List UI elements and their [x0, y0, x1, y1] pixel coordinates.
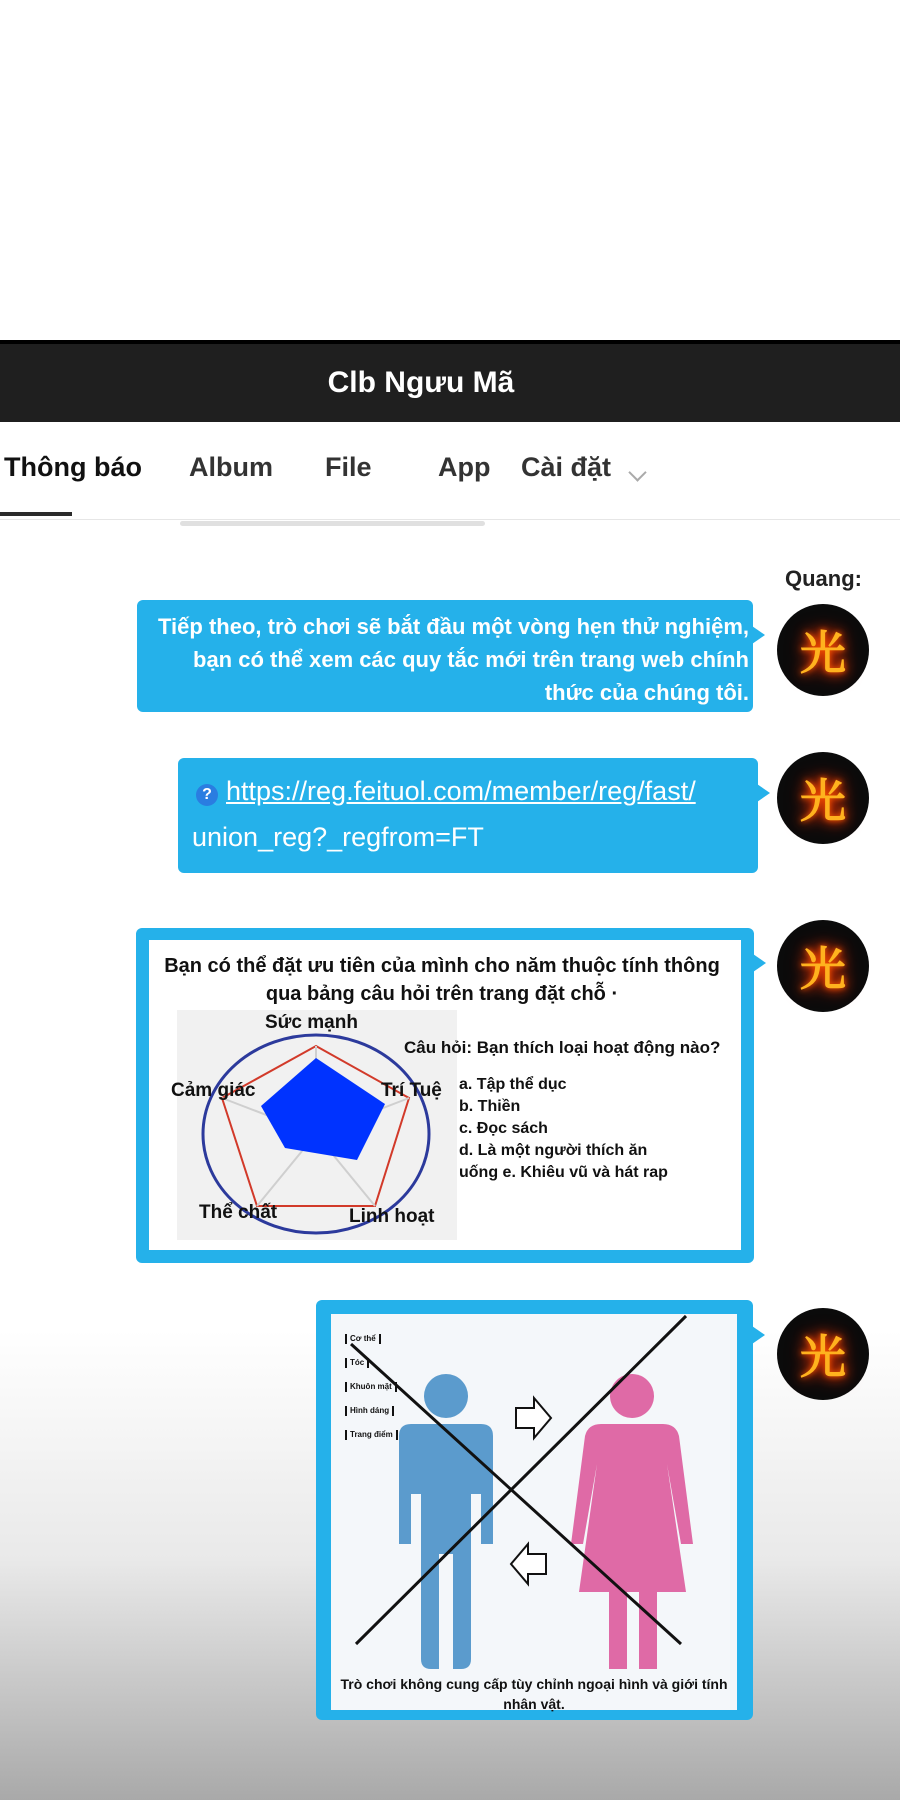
- scroll-indicator: [180, 521, 485, 526]
- gender-image: [331, 1314, 737, 1710]
- bubble-tail: [757, 784, 770, 802]
- active-tab-indicator: [0, 512, 72, 516]
- bubble-tail: [752, 1326, 765, 1344]
- registration-link-continued[interactable]: union_reg?_regfrom=FT: [192, 822, 484, 852]
- priority-image: [149, 940, 741, 1250]
- arrow-right-icon: [516, 1398, 551, 1438]
- tab-bar: [0, 422, 900, 520]
- link-message-bubble[interactable]: [178, 758, 758, 873]
- avatar[interactable]: [777, 920, 869, 1012]
- question-text: Câu hỏi: Bạn thích loại hoạt động nào?: [404, 1038, 721, 1057]
- image-message-bubble[interactable]: [136, 928, 754, 1263]
- avatar-glyph: 光: [800, 626, 846, 680]
- field-label: Khuôn mặt: [345, 1382, 397, 1392]
- bubble-tail: [752, 626, 765, 644]
- field-label: Cơ thể: [345, 1334, 381, 1344]
- avatar-glyph: 光: [800, 942, 846, 996]
- radar-label-perception: Cảm giác: [171, 1080, 256, 1101]
- avatar[interactable]: [777, 604, 869, 696]
- option-item: b. Thiền: [459, 1098, 521, 1115]
- customization-field-list: [345, 1328, 398, 1448]
- avatar[interactable]: [777, 752, 869, 844]
- avatar-glyph: 光: [800, 774, 846, 828]
- arrow-left-icon: [511, 1544, 546, 1584]
- group-title: Clb Ngưu Mã: [327, 366, 515, 399]
- tab-notifications[interactable]: Thông báo: [4, 452, 142, 482]
- avatar-glyph: 光: [800, 1330, 846, 1384]
- radar-label-strength: Sức mạnh: [265, 1012, 358, 1033]
- female-figure: [571, 1424, 693, 1669]
- option-item: a. Tập thể dục: [459, 1076, 567, 1093]
- tab-file[interactable]: File: [325, 452, 372, 482]
- radar-label-agility: Linh hoạt: [349, 1206, 435, 1227]
- field-label: Tóc: [345, 1358, 369, 1368]
- radar-label-physique: Thể chất: [199, 1202, 278, 1223]
- bubble-tail: [753, 954, 766, 972]
- message-bubble[interactable]: [137, 600, 753, 712]
- link-shield-icon: ?: [196, 784, 218, 806]
- registration-link[interactable]: https://reg.feituol.com/member/reg/fast/: [226, 776, 696, 806]
- tab-album[interactable]: Album: [189, 452, 273, 482]
- option-list: [459, 1074, 671, 1184]
- avatar[interactable]: [777, 1308, 869, 1400]
- field-label: Hình dáng: [345, 1406, 394, 1416]
- option-item: c. Đọc sách: [459, 1120, 548, 1137]
- message-text: Tiếp theo, trò chơi sẽ bắt đầu một vòng hẹn thử nghiệm, bạn có thể xem các quy tắc mới trên trang web chính thức của chúng tôi.: [158, 614, 749, 705]
- tab-app[interactable]: App: [438, 452, 491, 482]
- gender-caption: Trò chơi không cung cấp tùy chỉnh ngoại hình và giới tính nhân vật.: [340, 1676, 728, 1712]
- priority-title: Bạn có thể đặt ưu tiên của mình cho năm thuộc tính thông qua bảng câu hỏi trên trang đặt chỗ ·: [164, 955, 720, 1005]
- radar-label-intelligence: Trí Tuệ: [381, 1080, 442, 1101]
- tab-settings[interactable]: Cài đặt: [521, 452, 612, 482]
- group-header: [0, 340, 900, 422]
- image-message-bubble[interactable]: [316, 1300, 753, 1720]
- field-label: Trang điểm: [345, 1430, 398, 1440]
- male-head: [424, 1374, 468, 1418]
- option-item: d. Là một người thích ăn uống e. Khiêu vũ và hát rap: [459, 1142, 668, 1181]
- female-head: [610, 1374, 654, 1418]
- sender-name: Quang:: [785, 566, 862, 591]
